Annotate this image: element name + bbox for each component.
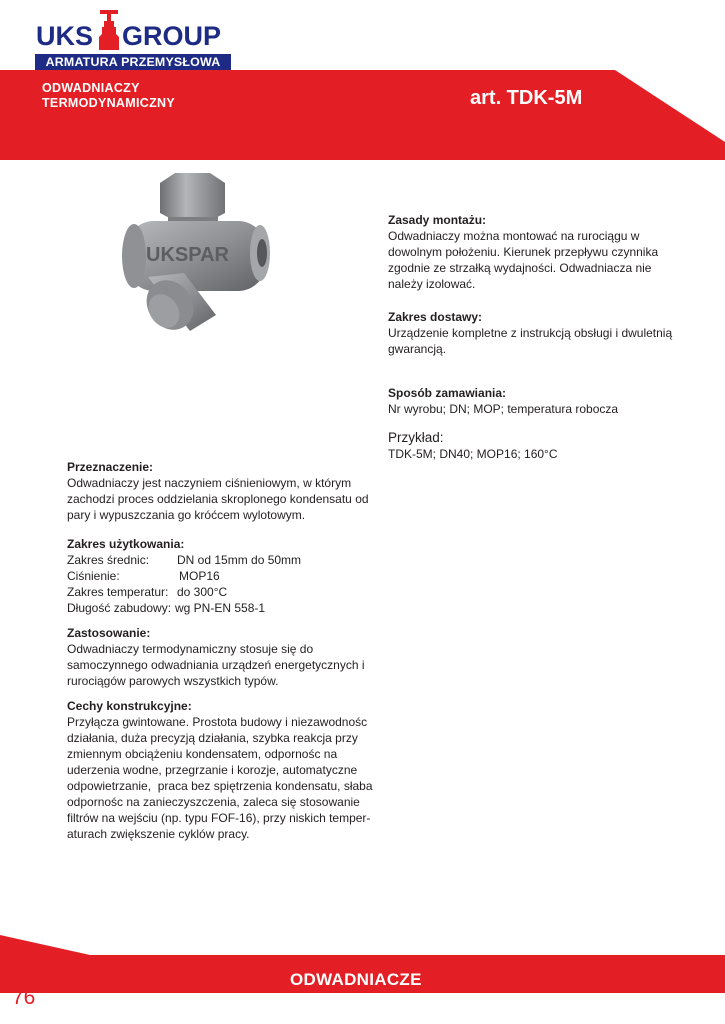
text-line: Nr wyrobu; DN; MOP; temperatura robocza <box>388 402 619 416</box>
text-line: filtrów na wejściu (np. typu FOF-16), przy niskich temper- <box>67 811 371 825</box>
heading-zastosowanie: Zastosowanie: <box>67 626 151 640</box>
heading-zakres-uzytkowania: Zakres użytkowania: <box>67 537 185 551</box>
text-line: pary i wypuszczania go króćcem wylotowym. <box>67 508 306 522</box>
spec-value: DN od 15mm do 50mm <box>177 553 302 567</box>
category-title-line1: ODWADNIACZY <box>42 81 140 95</box>
spec-label: Długość zabudowy: <box>67 601 172 615</box>
spec-value: MOP16 <box>179 569 220 583</box>
spec-label: Zakres temperatur: <box>67 585 169 599</box>
page-number: 76 <box>12 986 36 1009</box>
text-line: działania, duża precyzją działania, szybka reakcja przy <box>67 731 358 745</box>
logo-text-left: UKS <box>36 21 94 51</box>
text-line: należy izolować. <box>388 277 476 291</box>
text-line: Odwadniaczy termodynamiczny stosuje się do <box>67 642 314 656</box>
logo-text-right: GROUP <box>122 21 222 51</box>
text-line: odpornośc na zanieczyszczenia, zaleca się stosowanie <box>67 795 360 809</box>
spec-row <box>67 568 387 584</box>
text-line: Urządzenie kompletne z instrukcją obsługi i dwuletnią <box>388 326 673 340</box>
text-line: zachodzi proces oddzielania skroplonego kondensatu od <box>67 492 369 506</box>
text-line: uderzenia wodne, przegrzanie i korozje, automatyczne <box>67 763 358 777</box>
company-logo <box>30 8 230 70</box>
cast-text: UKSPAR <box>146 244 229 266</box>
text-line: Odwadniaczy można montować na rurociągu w <box>388 229 640 243</box>
section-przeznaczenie <box>67 459 387 523</box>
text-line: aturach zwiększenie cyklów pracy. <box>67 827 250 841</box>
text-line: odpowietrzanie, praca bez spiętrzenia kondensatu, słaba <box>67 779 373 793</box>
spec-value: do 300°C <box>177 585 228 599</box>
spec-row <box>67 600 387 616</box>
text-line: zgodnie ze strzałką wydajności. Odwadniacza nie <box>388 261 652 275</box>
footer-section-label: ODWADNIACZE <box>290 970 422 989</box>
steam-trap-image <box>120 165 280 335</box>
text-line: Odwadniaczy jest naczyniem ciśnieniowym, w którym <box>67 476 352 490</box>
heading-przeznaczenie: Przeznaczenie: <box>67 460 154 474</box>
text-line: TDK-5M; DN40; MOP16; 160°C <box>388 447 558 461</box>
heading-cechy-konstrukcyjne: Cechy konstrukcyjne: <box>67 699 192 713</box>
spec-label: Zakres średnic: <box>67 553 150 567</box>
section-zakres-dostawy <box>388 309 708 357</box>
section-sposob-zamawiania <box>388 385 708 417</box>
text-line: zmiennym obciążeniu kondensatem, odpornośc na <box>67 747 338 761</box>
text-line: samoczynnego odwadniania urządzeń energetycznych i <box>67 658 365 672</box>
article-number: art. TDK-5M <box>470 87 583 109</box>
text-line: dowolnym położeniu. Kierunek przepływu czynnika <box>388 245 659 259</box>
heading-przyklad: Przykład: <box>388 430 444 445</box>
text-line: gwarancją. <box>388 342 447 356</box>
heading-zasady-montazu: Zasady montażu: <box>388 213 487 227</box>
section-zastosowanie <box>67 625 387 689</box>
heading-sposob-zamawiania: Sposób zamawiania: <box>388 386 507 400</box>
valve-icon <box>98 10 120 52</box>
heading-zakres-dostawy: Zakres dostawy: <box>388 310 483 324</box>
section-zakres-uzytkowania <box>67 536 387 616</box>
logo-subtitle: ARMATURA PRZEMYSŁOWA <box>35 54 231 70</box>
spec-row <box>67 552 387 568</box>
text-line: Przyłącza gwintowane. Prostota budowy i niezawodnośc <box>67 715 368 729</box>
spec-label: Ciśnienie: <box>67 569 120 583</box>
category-title-line2: TERMODYNAMICZNY <box>42 96 175 110</box>
section-przyklad <box>388 430 708 462</box>
spec-row <box>67 584 387 600</box>
text-line: rurociągów parowych wszystkich typów. <box>67 674 279 688</box>
spec-value: wg PN-EN 558-1 <box>175 601 266 615</box>
section-zasady-montazu <box>388 212 708 292</box>
section-cechy-konstrukcyjne <box>67 698 387 842</box>
